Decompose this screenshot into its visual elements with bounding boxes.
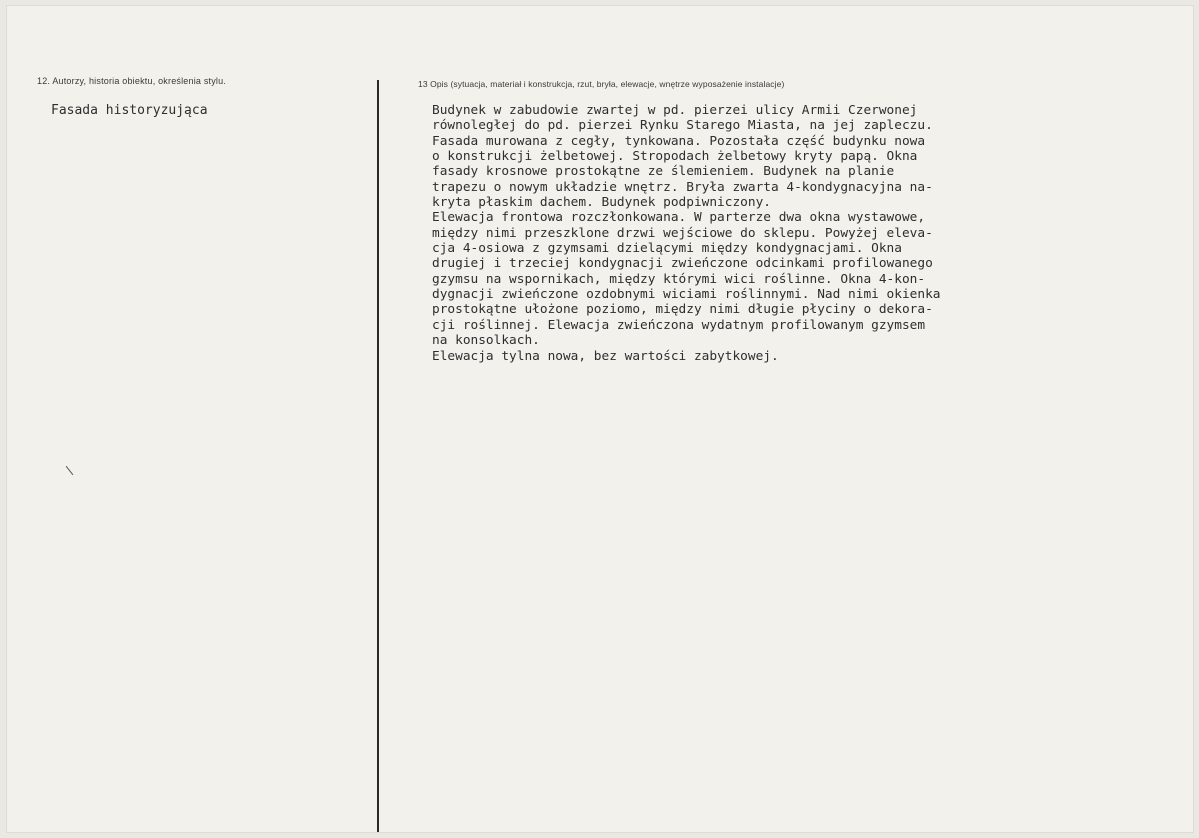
- section-13-label: 13 Opis (sytuacja, materiał i konstrukcja, rzut, bryła, elewacje, wnętrze wyposażenie instalacje): [418, 79, 785, 89]
- description-line: o konstrukcji żelbetowej. Stropodach żelbetowy kryty papą. Okna: [432, 149, 918, 165]
- section-12-label: 12. Autorzy, historia obiektu, określenia stylu.: [37, 76, 227, 86]
- description-line: Elewacja frontowa rozczłonkowana. W parterze dwa okna wystawowe,: [432, 210, 926, 226]
- description-line: cji roślinnej. Elewacja zwieńczona wydatnym profilowanym gzymsem: [432, 317, 926, 333]
- description-line: prostokątne ułożone poziomo, między nimi długie płyciny o dekora-: [432, 302, 933, 318]
- description-line: Budynek w zabudowie zwartej w pd. pierzei ulicy Armii Czerwonej: [432, 103, 918, 118]
- description-line: Elewacja tylna nowa, bez wartości zabytkowej.: [432, 348, 779, 364]
- description-line: Fasada murowana z cegły, tynkowana. Pozostała część budynku nowa: [432, 133, 926, 149]
- description-line: fasady krosnowe prostokątne ze ślemieniem. Budynek na planie: [432, 164, 895, 180]
- description-line: trapezu o nowym układzie wnętrz. Bryła zwarta 4-kondygnacyjna na-: [432, 179, 933, 195]
- description-line: między nimi przeszklone drzwi wejściowe do sklepu. Powyżej eleva-: [432, 225, 933, 241]
- description-line: dygnacji zwieńczone ozdobnymi wiciami roślinnymi. Nad nimi okienka: [432, 287, 941, 303]
- description-line: gzymsu na wspornikach, między którymi wici roślinne. Okna 4-kon-: [432, 271, 926, 287]
- pen-mark: [66, 466, 74, 475]
- document-sheet: [7, 6, 1193, 832]
- description-line: równoległej do pd. pierzei Rynku Starego Miasta, na jej zapleczu.: [432, 118, 933, 134]
- description-line: kryta płaskim dachem. Budynek podpiwniczony.: [432, 195, 771, 211]
- section-13-description: [432, 103, 941, 364]
- description-line: drugiej i trzeciej kondygnacji zwieńczone odcinkami profilowanego: [432, 256, 933, 272]
- column-divider: [377, 80, 379, 832]
- description-line: cja 4-osiowa z gzymsami dzielącymi między kondygnacjami. Okna: [432, 241, 902, 257]
- section-12-value: Fasada historyzująca: [51, 103, 208, 118]
- description-line: na konsolkach.: [432, 333, 540, 349]
